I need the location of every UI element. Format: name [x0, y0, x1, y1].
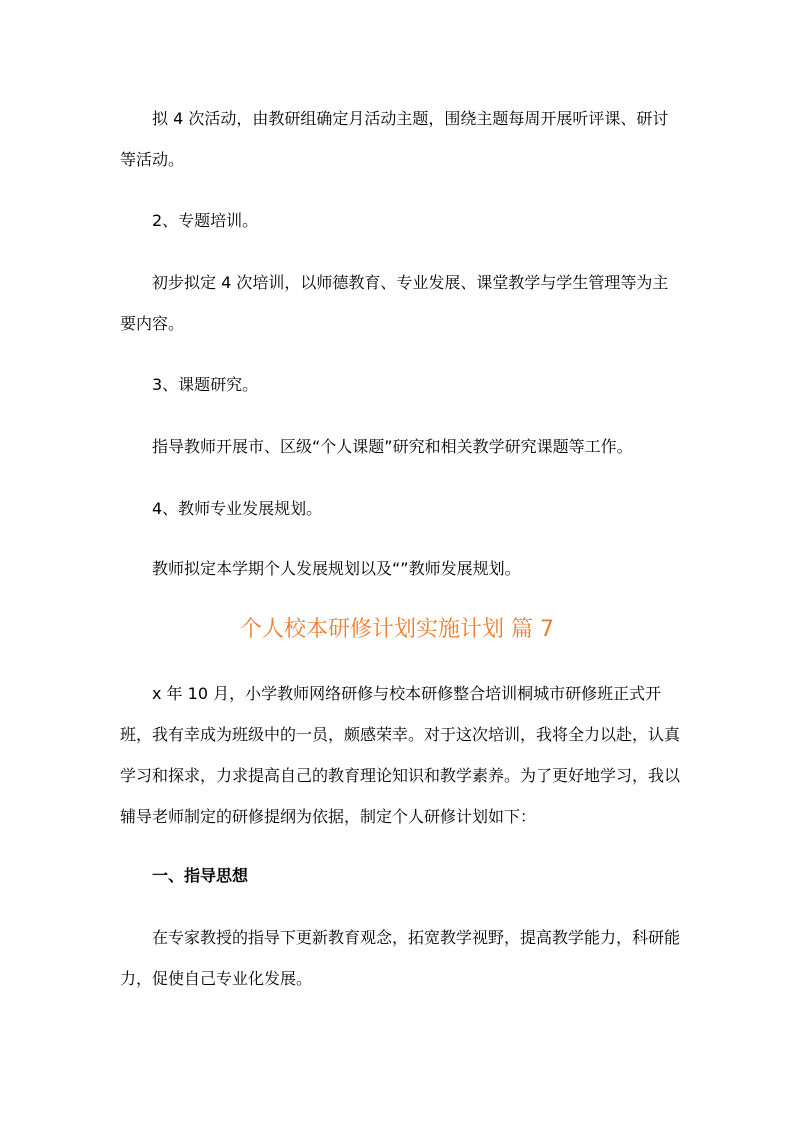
- section-title: 个人校本研修计划实施计划 篇 7: [240, 617, 554, 642]
- item-topic-research: 3、课题研究。: [152, 375, 259, 394]
- paragraph-training: 初步拟定 4 次培训，以师德教育、专业发展、课堂教学与学生管理等为主要内容。: [120, 273, 669, 333]
- paragraph-activities: 拟 4 次活动，由教研组确定月活动主题，围绕主题每周开展听评课、研讨等活动。: [120, 109, 669, 169]
- paragraph-research: 指导教师开展市、区级“个人课题”研究和相关教学研究课题等工作。: [152, 437, 633, 456]
- paragraph-development-plan: 教师拟定本学期个人发展规划以及“”教师发展规划。: [152, 559, 521, 578]
- heading-guiding-thought: 一、指导思想: [152, 866, 249, 885]
- paragraph-guiding-thought: 在专家教授的指导下更新教育观念，拓宽教学视野，提高教学能力，科研能力，促使自己专业化发展。: [120, 928, 681, 988]
- item-special-training: 2、专题培训。: [152, 211, 259, 230]
- paragraph-intro: x 年 10 月，小学教师网络研修与校本研修整合培训桐城市研修班正式开班，我有幸成为班级中的一员，颇感荣幸。对于这次培训，我将全力以赴，认真学习和探求，力求提高自己的教育理论知识和教学素养。为了更好地学习，我以辅导老师制定的研修提纲为依据，制定个人研修计划如下：: [120, 684, 681, 826]
- item-development-plan: 4、教师专业发展规划。: [152, 499, 323, 518]
